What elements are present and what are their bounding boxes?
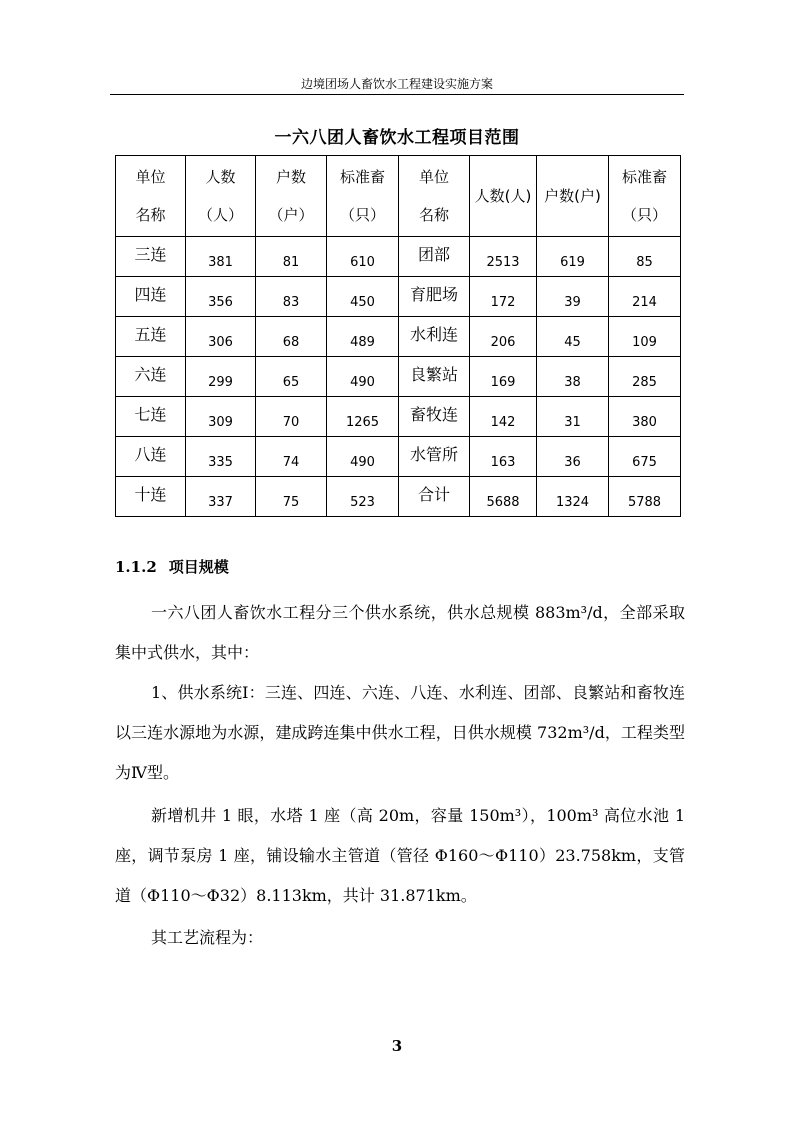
table-cell xyxy=(399,477,470,517)
cell-value: 39 xyxy=(564,294,581,310)
table-cell xyxy=(116,477,186,517)
unit-name: 五连 xyxy=(134,325,167,344)
table-cell xyxy=(256,317,327,357)
cell-value: 2513 xyxy=(486,254,520,270)
cell-value: 610 xyxy=(350,254,375,270)
cell-value: 38 xyxy=(564,374,581,390)
cell-value: 75 xyxy=(282,494,300,510)
table-row xyxy=(116,237,681,277)
unit-name: 团部 xyxy=(417,245,450,264)
header-text: 户数 xyxy=(275,168,306,186)
header-text: 人数(人) xyxy=(474,187,532,205)
table-row xyxy=(116,277,681,317)
table-header-cell xyxy=(470,156,537,237)
table-header-cell xyxy=(399,156,470,237)
table-cell xyxy=(327,437,399,477)
table-cell xyxy=(256,237,327,277)
table-cell xyxy=(470,397,537,437)
table-cell xyxy=(537,237,609,277)
table-cell xyxy=(186,397,256,437)
cell-value: 309 xyxy=(208,414,233,430)
cell-value: 381 xyxy=(208,254,233,270)
table-cell xyxy=(327,397,399,437)
cell-value: 109 xyxy=(632,334,657,350)
table-cell xyxy=(327,477,399,517)
table-cell xyxy=(399,397,470,437)
cell-value: 5688 xyxy=(486,494,520,510)
unit-name: 八连 xyxy=(134,445,167,464)
cell-value: 163 xyxy=(490,454,516,470)
table-row xyxy=(116,477,681,517)
table-cell xyxy=(537,397,609,437)
table-header-row xyxy=(116,156,681,237)
table-cell xyxy=(186,357,256,397)
unit-name: 六连 xyxy=(134,365,167,384)
cell-value: 675 xyxy=(632,454,657,470)
table-cell xyxy=(186,477,256,517)
table-cell xyxy=(327,317,399,357)
table-cell xyxy=(116,397,186,437)
table-row xyxy=(116,357,681,397)
table-cell xyxy=(186,317,256,357)
header-text: 标准畜 xyxy=(339,168,385,186)
paragraph-supply-system-1: 1、供水系统Ⅰ：三连、四连、六连、八连、水利连、团部、良繁站和畜牧连以三连水源地为水源，建成跨连集中供水工程，日供水规模 732m³/d，工程类型为Ⅳ型。 xyxy=(115,683,685,782)
cell-value: 65 xyxy=(282,374,300,390)
table-row xyxy=(116,317,681,357)
table-header-cell xyxy=(116,156,186,237)
header-text: 户数(户) xyxy=(544,187,601,205)
cell-value: 619 xyxy=(560,254,585,270)
table-cell xyxy=(537,357,609,397)
header-text: 名称 xyxy=(135,206,166,224)
header-text: （只） xyxy=(339,206,385,224)
table-cell xyxy=(399,237,470,277)
table-cell xyxy=(116,317,186,357)
cell-value: 214 xyxy=(632,294,657,310)
paragraph-new-facilities: 新增机井 1 眼，水塔 1 座（高 20m，容量 150m³），100m³ 高位水池 1 座，调节泵房 1 座，铺设输水主管道（管径 Φ160～Φ110）23.758km，支管道（Φ110～Φ32）8.113km，共计 31.871km。 xyxy=(115,806,685,905)
cell-value: 450 xyxy=(350,294,375,310)
table-header-cell xyxy=(186,156,256,237)
unit-name: 畜牧连 xyxy=(409,405,458,424)
table-cell xyxy=(116,357,186,397)
table-cell xyxy=(609,437,681,477)
cell-value: 490 xyxy=(350,374,375,390)
table-header-cell xyxy=(537,156,609,237)
cell-value: 83 xyxy=(282,294,300,310)
header-text: （只） xyxy=(621,206,667,224)
cell-value: 172 xyxy=(490,294,516,310)
cell-value: 31 xyxy=(564,414,581,430)
table-row xyxy=(116,397,681,437)
cell-value: 1265 xyxy=(345,414,380,430)
cell-value: 5788 xyxy=(627,494,662,510)
unit-name: 七连 xyxy=(134,405,167,424)
table-cell xyxy=(470,277,537,317)
table-cell xyxy=(537,477,609,517)
table-cell xyxy=(399,317,470,357)
table-cell xyxy=(186,237,256,277)
project-scope-table xyxy=(115,155,681,517)
table-cell xyxy=(116,277,186,317)
table-row xyxy=(116,437,681,477)
header-text: 名称 xyxy=(418,206,449,224)
cell-value: 299 xyxy=(208,374,233,390)
cell-value: 206 xyxy=(490,334,516,350)
table-cell xyxy=(609,277,681,317)
table-cell xyxy=(399,277,470,317)
table-cell xyxy=(399,357,470,397)
cell-value: 68 xyxy=(282,334,300,350)
table-cell xyxy=(609,237,681,277)
unit-name: 水管所 xyxy=(409,445,458,464)
table-header-cell xyxy=(327,156,399,237)
unit-name: 水利连 xyxy=(409,325,458,344)
header-divider xyxy=(110,94,684,95)
table-cell xyxy=(470,477,537,517)
unit-name: 四连 xyxy=(134,285,167,304)
cell-value: 81 xyxy=(282,254,300,270)
table-cell xyxy=(256,437,327,477)
table-header-cell xyxy=(256,156,327,237)
table-cell xyxy=(609,397,681,437)
table-cell xyxy=(470,317,537,357)
cell-value: 70 xyxy=(282,414,300,430)
table-cell xyxy=(537,277,609,317)
table-cell xyxy=(116,437,186,477)
unit-name: 十连 xyxy=(134,485,167,504)
cell-value: 85 xyxy=(636,254,653,270)
cell-value: 490 xyxy=(350,454,375,470)
table-cell xyxy=(186,437,256,477)
running-header: 边境团场人畜饮水工程建设实施方案 xyxy=(300,77,493,91)
cell-value: 306 xyxy=(208,334,233,350)
table-cell xyxy=(256,477,327,517)
cell-value: 523 xyxy=(350,494,375,510)
unit-name: 合计 xyxy=(417,485,450,504)
cell-value: 45 xyxy=(564,334,581,350)
table-cell xyxy=(186,277,256,317)
page-number: 3 xyxy=(391,1037,403,1055)
cell-value: 142 xyxy=(490,414,516,430)
table-title: 一六八团人畜饮水工程项目范围 xyxy=(274,128,520,148)
table-cell xyxy=(327,237,399,277)
paragraph-supply-overview: 一六八团人畜饮水工程分三个供水系统，供水总规模 883m³/d，全部采取集中式供水，其中： xyxy=(115,603,685,662)
table-cell xyxy=(470,237,537,277)
header-text: （人） xyxy=(197,206,243,224)
cell-value: 74 xyxy=(282,454,300,470)
section-title: 项目规模 xyxy=(168,558,229,576)
header-text: 人数 xyxy=(205,168,236,186)
cell-value: 380 xyxy=(632,414,657,430)
header-text: 单位 xyxy=(135,168,166,186)
cell-value: 169 xyxy=(490,374,516,390)
table-cell xyxy=(327,357,399,397)
table-cell xyxy=(609,317,681,357)
table-cell xyxy=(537,437,609,477)
cell-value: 337 xyxy=(208,494,233,510)
unit-name: 良繁站 xyxy=(409,365,458,384)
table-header-cell xyxy=(609,156,681,237)
table-cell xyxy=(399,437,470,477)
header-text: 单位 xyxy=(418,168,449,186)
cell-value: 1324 xyxy=(555,494,590,510)
unit-name: 育肥场 xyxy=(409,285,458,304)
table-cell xyxy=(609,477,681,517)
section-heading xyxy=(115,556,229,577)
cell-value: 356 xyxy=(208,294,233,310)
table-cell xyxy=(327,277,399,317)
table-cell xyxy=(470,437,537,477)
header-text: （户） xyxy=(268,206,314,224)
table-cell xyxy=(609,357,681,397)
cell-value: 36 xyxy=(564,454,581,470)
unit-name: 三连 xyxy=(134,245,167,264)
section-number: 1.1.2 xyxy=(115,558,157,576)
table-cell xyxy=(116,237,186,277)
table-cell xyxy=(470,357,537,397)
cell-value: 335 xyxy=(208,454,233,470)
paragraph-process-flow: 其工艺流程为： xyxy=(151,928,264,947)
table-cell xyxy=(256,397,327,437)
cell-value: 489 xyxy=(350,334,375,350)
cell-value: 285 xyxy=(632,374,657,390)
table-cell xyxy=(537,317,609,357)
header-text: 标准畜 xyxy=(621,168,667,186)
table-cell xyxy=(256,357,327,397)
table-cell xyxy=(256,277,327,317)
